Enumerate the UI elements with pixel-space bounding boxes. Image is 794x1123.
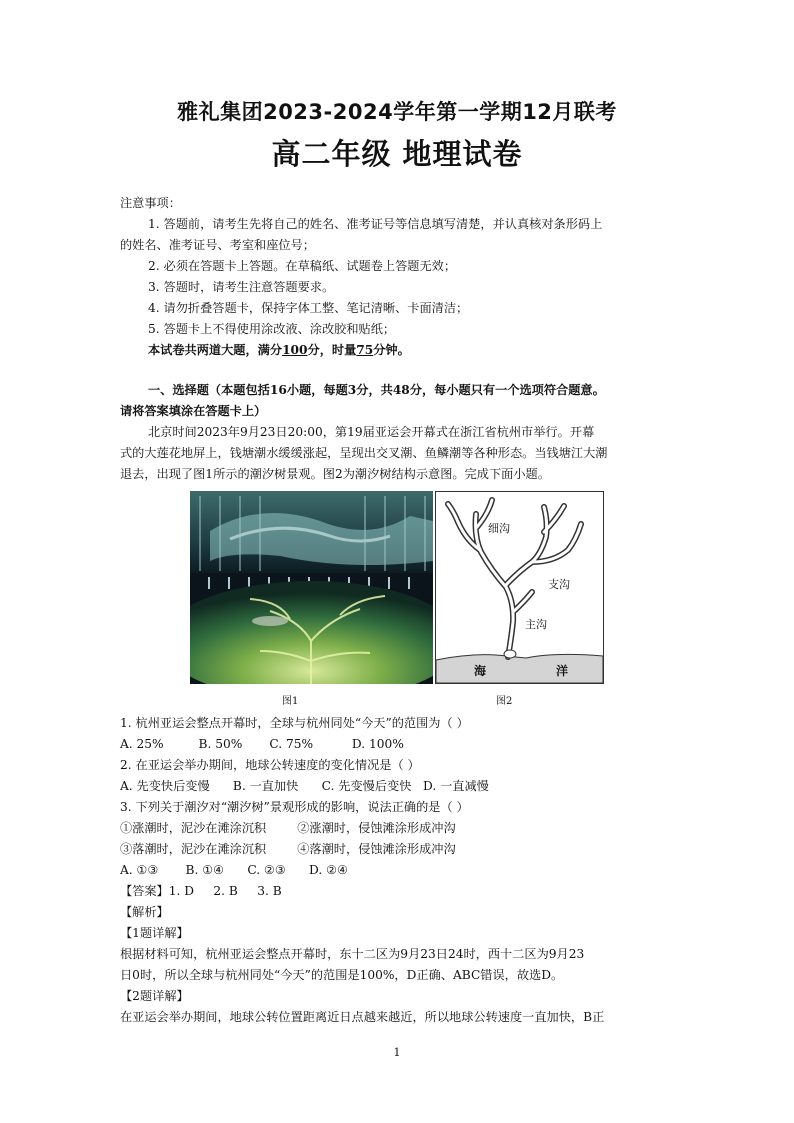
q2-detail-text: 在亚运会举办期间，地球公转位置距离近日点越来越近，所以地球公转速度一直加快，B正 [120, 1010, 605, 1024]
question-3-statements: ③落潮时，泥沙在滩涂沉积 ④落潮时，侵蚀滩涂形成冲沟 [120, 842, 456, 856]
notes-heading: 注意事项： [120, 196, 181, 210]
summary-text: 本试卷共两道大题，满分 [148, 343, 283, 357]
label-branch-gully: 支沟 [548, 578, 570, 591]
question-2-options: A. 先变快后变慢 B. 一直加快 C. 先变慢后变快 D. 一直减慢 [120, 779, 489, 793]
question-1: 1. 杭州亚运会整点开幕时，全球与杭州同处“今天”的范围为（ ） [120, 716, 469, 730]
question-3-statements: ①涨潮时，泥沙在滩涂沉积 ②涨潮时，侵蚀滩涂形成冲沟 [120, 821, 456, 835]
label-fine-gully: 细沟 [488, 522, 510, 535]
q2-detail-heading: 【2题详解】 [120, 989, 189, 1003]
question-3-options: A. ①③ B. ①④ C. ②③ D. ②④ [120, 863, 348, 877]
summary-text: 分钟。 [373, 343, 410, 357]
section-heading: 一、选择题（本题包括16小题，每题3分，共48分，每小题只有一个选项符合题意。 [148, 383, 605, 397]
section-heading-cont: 请将答案填涂在答题卡上） [120, 404, 267, 418]
label-ocean: 洋 [556, 664, 569, 678]
material-text: 退去，出现了图1所示的潮汐树景观。图2为潮汐树结构示意图。完成下面小题。 [120, 467, 550, 481]
figure2-caption: 图2 [496, 696, 513, 707]
material-text: 式的大莲花地屏上，钱塘潮水缓缓涨起，呈现出交叉潮、鱼鳞潮等各种形态。当钱塘江大潮 [120, 446, 608, 460]
tidal-tree-photo [190, 491, 433, 684]
label-sea: 海 [474, 664, 487, 678]
exam-title: 雅礼集团2023-2024学年第一学期12月联考 [177, 100, 617, 124]
answer-line: 【答案】1. D 2. B 3. B [120, 884, 282, 898]
question-3: 3. 下列关于潮汐对“潮汐树”景观形成的影响，说法正确的是（ ） [120, 800, 469, 814]
time-limit: 75 [356, 343, 374, 357]
tidal-tree-diagram [435, 491, 604, 684]
figure1-caption: 图1 [282, 696, 299, 707]
note-item: 2. 必须在答题卡上答题。在草稿纸、试题卷上答题无效； [148, 259, 457, 273]
note-item: 的姓名、准考证号、考室和座位号； [120, 238, 315, 252]
note-item: 1. 答题前，请考生先将自己的姓名、准考证号等信息填写清楚，并认真核对条形码上 [148, 217, 603, 231]
analysis-heading: 【解析】 [120, 905, 169, 919]
question-2: 2. 在亚运会举办期间，地球公转速度的变化情况是（ ） [120, 758, 420, 772]
q1-detail-text: 日0时，所以全球与杭州同处“今天”的范围是100%，D正确、ABC错误，故选D。 [120, 968, 564, 982]
note-item: 5. 答题卡上不得使用涂改液、涂改胶和贴纸； [148, 322, 396, 336]
material-text: 北京时间2023年9月23日20:00，第19届亚运会开幕式在浙江省杭州市举行。开幕 [148, 425, 595, 439]
question-1-options: A. 25% B. 50% C. 75% D. 100% [120, 737, 404, 751]
label-main-gully: 主沟 [525, 618, 547, 631]
total-score: 100 [282, 343, 308, 357]
exam-summary [148, 340, 680, 361]
q1-detail-text: 根据材料可知，杭州亚运会整点开幕时，东十二区为9月23日24时，西十二区为9月23 [120, 947, 585, 961]
exam-subtitle: 高二年级 地理试卷 [271, 137, 523, 171]
q1-detail-heading: 【1题详解】 [120, 926, 189, 940]
note-item: 4. 请勿折叠答题卡，保持字体工整、笔记清晰、卡面清洁； [148, 301, 469, 315]
page-number: 1 [393, 1046, 401, 1059]
note-item: 3. 答题时，请考生注意答题要求。 [148, 280, 335, 294]
figure-group [190, 491, 604, 706]
summary-text: 分，时量 [307, 343, 357, 357]
